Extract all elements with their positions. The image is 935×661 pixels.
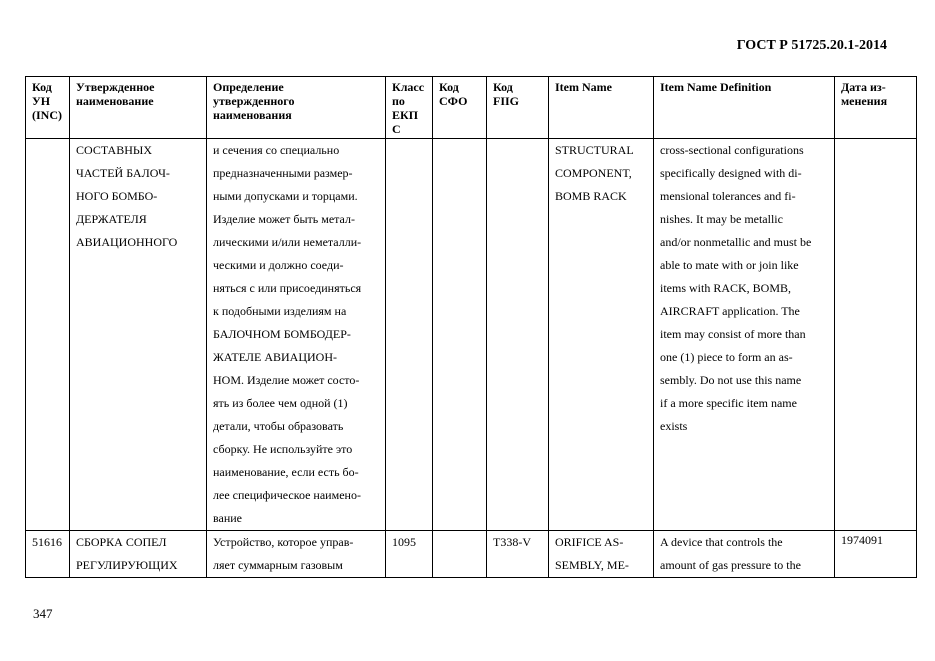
text-line: amount of gas pressure to the — [660, 558, 801, 572]
document-title: ГОСТ Р 51725.20.1-2014 — [736, 38, 887, 53]
cell-definition — [207, 531, 386, 578]
cell-sfo — [433, 531, 487, 578]
text-line: ЕКП — [392, 108, 419, 122]
text-line: cross-sectional configurations — [660, 143, 804, 157]
text-line: ять из более чем одной (1) — [213, 396, 348, 410]
header-inc — [26, 77, 70, 139]
text-line: С — [392, 122, 401, 136]
cell-fiig: T338-V — [487, 531, 549, 578]
text-line: няться с или присоединяться — [213, 281, 362, 295]
cell-class — [386, 139, 433, 531]
table-row — [26, 139, 917, 531]
cell-date: 1974091 — [835, 531, 917, 578]
text-line: лическими и/или неметалли- — [213, 235, 362, 249]
cell-item-name-definition — [654, 139, 835, 531]
text-line: ляет суммарным газовым — [213, 558, 343, 572]
text-line: РЕГУЛИРУЮЩИХ — [76, 558, 178, 572]
text-line: able to mate with or join like — [660, 258, 799, 272]
header-sfo — [433, 77, 487, 139]
text-line: вание — [213, 511, 243, 525]
cell-item-name — [549, 531, 654, 578]
text-line: COMPONENT, — [555, 166, 632, 180]
header-row — [26, 77, 917, 139]
text-line: сборку. Не используйте это — [213, 442, 353, 456]
text-line: наименование, если есть бо- — [213, 465, 359, 479]
text-line: STRUCTURAL — [555, 143, 634, 157]
text-line: СОСТАВНЫХ — [76, 143, 153, 157]
text-line: SEMBLY, ME- — [555, 558, 629, 572]
text-line: specifically designed with di- — [660, 166, 802, 180]
text-line: и сечения со специально — [213, 143, 340, 157]
header-date — [835, 77, 917, 139]
text-line: НОМ. Изделие может состо- — [213, 373, 360, 387]
text-line: sembly. Do not use this name — [660, 373, 802, 387]
text-line: СБОРКА СОПЕЛ — [76, 535, 167, 549]
text-line: менения — [841, 94, 888, 108]
header-item-name — [549, 77, 654, 139]
text-line: A device that controls the — [660, 535, 783, 549]
text-line: and/or nonmetallic and must be — [660, 235, 812, 249]
text-line: Код — [439, 80, 459, 94]
text-line: ными допусками и торцами. — [213, 189, 358, 203]
cell-definition — [207, 139, 386, 531]
text-line: утвержденного — [213, 94, 295, 108]
text-line: Изделие может быть метал- — [213, 212, 355, 226]
cell-item-name-definition — [654, 531, 835, 578]
text-line: (INC) — [32, 108, 62, 122]
text-line: БАЛОЧНОМ БОМБОДЕР- — [213, 327, 351, 341]
text-line: ЧАСТЕЙ БАЛОЧ- — [76, 166, 170, 180]
text-line: item may consist of more than — [660, 327, 806, 341]
text-line: АВИАЦИОННОГО — [76, 235, 178, 249]
header-definition — [207, 77, 386, 139]
cell-date — [835, 139, 917, 531]
text-line: Item Name — [555, 80, 612, 94]
cell-approved-name — [70, 531, 207, 578]
text-line: СФО — [439, 94, 468, 108]
text-line: наименование — [76, 94, 154, 108]
text-line: Утвержденное — [76, 80, 155, 94]
table-row — [26, 531, 917, 578]
text-line: if a more specific item name — [660, 396, 797, 410]
text-line: лее специфическое наимено- — [213, 488, 361, 502]
text-line: BOMB RACK — [555, 189, 627, 203]
text-line: mensional tolerances and fi- — [660, 189, 796, 203]
text-line: детали, чтобы образовать — [213, 419, 344, 433]
text-line: Определение — [213, 80, 284, 94]
cell-item-name — [549, 139, 654, 531]
page-number: 347 — [33, 606, 53, 621]
text-line: наименования — [213, 108, 292, 122]
cell-inc — [26, 139, 70, 531]
header-approved-name — [70, 77, 207, 139]
cell-class: 1095 — [386, 531, 433, 578]
text-line: ДЕРЖАТЕЛЯ — [76, 212, 147, 226]
text-line: nishes. It may be metallic — [660, 212, 783, 226]
text-line: Код — [493, 80, 513, 94]
standard-table — [25, 76, 917, 578]
text-line: ЖАТЕЛЕ АВИАЦИОН- — [213, 350, 337, 364]
cell-fiig — [487, 139, 549, 531]
text-line: Класс — [392, 80, 425, 94]
cell-sfo — [433, 139, 487, 531]
header-fiig — [487, 77, 549, 139]
text-line: items with RACK, BOMB, — [660, 281, 792, 295]
text-line: exists — [660, 419, 688, 433]
text-line: по — [392, 94, 405, 108]
text-line: к подобными изделиям на — [213, 304, 347, 318]
text-line: НОГО БОМБО- — [76, 189, 158, 203]
text-line: ческими и должно соеди- — [213, 258, 344, 272]
text-line: Дата из- — [841, 80, 886, 94]
text-line: one (1) piece to form an as- — [660, 350, 793, 364]
text-line: AIRCRAFT application. The — [660, 304, 800, 318]
text-line: ORIFICE AS- — [555, 535, 624, 549]
cell-inc: 51616 — [26, 531, 70, 578]
text-line: Item Name Definition — [660, 80, 772, 94]
text-line: предназначенными размер- — [213, 166, 353, 180]
text-line: Устройство, которое управ- — [213, 535, 354, 549]
header-item-name-definition — [654, 77, 835, 139]
cell-approved-name — [70, 139, 207, 531]
header-class — [386, 77, 433, 139]
text-line: FIIG — [493, 94, 520, 108]
text-line: УН — [32, 94, 51, 108]
text-line: Код — [32, 80, 52, 94]
